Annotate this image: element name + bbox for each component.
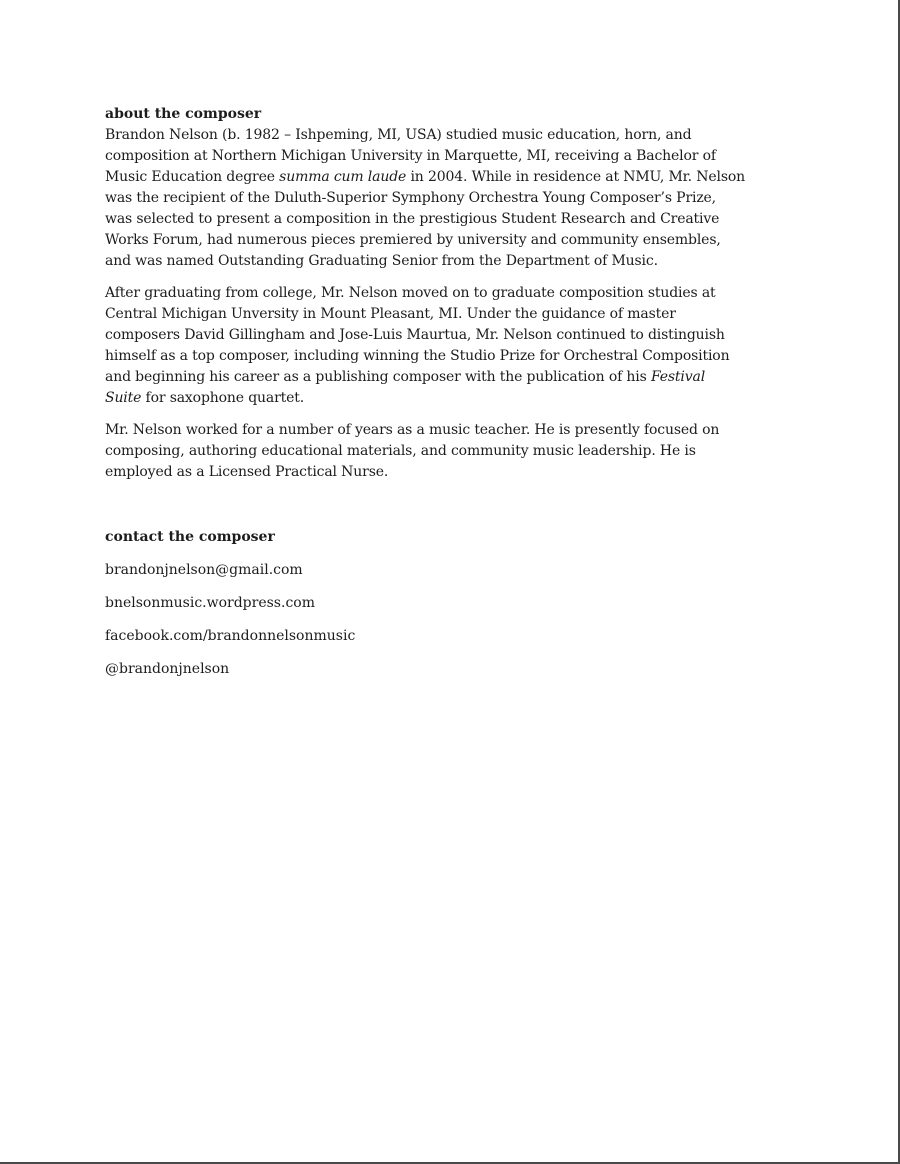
paragraph-line	[105, 146, 805, 167]
text-run: Works Forum, had numerous pieces premiered by university and community ensembles,	[105, 232, 721, 248]
about-paragraph	[105, 125, 805, 272]
paragraph-line	[105, 325, 805, 346]
text-run: Central Michigan Unversity in Mount Pleasant, MI. Under the guidance of master	[105, 306, 676, 322]
text-run: Mr. Nelson worked for a number of years as a music teacher. He is presently focused on	[105, 422, 720, 438]
text-run: After graduating from college, Mr. Nelson moved on to graduate composition studies at	[105, 285, 716, 301]
paragraph-line	[105, 209, 805, 230]
text-run: was selected to present a composition in the prestigious Student Research and Creative	[105, 211, 720, 227]
paragraph-line	[105, 462, 805, 483]
paragraph-line	[105, 251, 805, 272]
text-run: for saxophone quartet.	[141, 390, 305, 406]
text-run: Music Education degree	[105, 169, 280, 185]
about-paragraph	[105, 283, 805, 409]
contact-handle[interactable]: @brandonjnelson	[105, 661, 230, 677]
italic-text: summa cum laude	[279, 169, 407, 185]
text-run: in 2004. While in residence at NMU, Mr. Nelson	[406, 169, 746, 185]
contact-website[interactable]: bnelsonmusic.wordpress.com	[105, 595, 315, 611]
paragraph-line	[105, 304, 805, 325]
about-heading: about the composer	[105, 106, 262, 122]
paragraph-line	[105, 283, 805, 304]
text-run: Brandon Nelson (b. 1982 – Ishpeming, MI, USA) studied music education, horn, and	[105, 127, 692, 143]
paragraph-line	[105, 420, 805, 441]
italic-text: Festival	[650, 369, 706, 385]
text-run: and beginning his career as a publishing composer with the publication of his	[105, 369, 651, 385]
text-run: composing, authoring educational materials, and community music leadership. He is	[105, 443, 696, 459]
text-run: was the recipient of the Duluth-Superior Symphony Orchestra Young Composer’s Prize,	[105, 190, 716, 206]
text-run: composition at Northern Michigan University in Marquette, MI, receiving a Bachelor of	[105, 148, 716, 164]
about-paragraph	[105, 420, 805, 483]
paragraph-line	[105, 125, 805, 146]
paragraph-line	[105, 188, 805, 209]
document-body	[105, 104, 805, 692]
paragraph-line	[105, 441, 805, 462]
text-run: himself as a top composer, including winning the Studio Prize for Orchestral Composition	[105, 348, 730, 364]
text-run: employed as a Licensed Practical Nurse.	[105, 464, 389, 480]
contact-email[interactable]: brandonjnelson@gmail.com	[105, 562, 303, 578]
paragraph-line	[105, 367, 805, 388]
text-run: and was named Outstanding Graduating Senior from the Department of Music.	[105, 253, 658, 269]
text-run: composers David Gillingham and Jose-Luis Maurtua, Mr. Nelson continued to distinguish	[105, 327, 725, 343]
paragraph-line	[105, 167, 805, 188]
paragraph-line	[105, 230, 805, 251]
about-paragraphs	[105, 125, 805, 483]
italic-text: Suite	[105, 390, 142, 406]
paragraph-line	[105, 346, 805, 367]
contact-heading: contact the composer	[105, 529, 275, 545]
contact-facebook[interactable]: facebook.com/brandonnelsonmusic	[105, 628, 356, 644]
paragraph-line	[105, 388, 805, 409]
